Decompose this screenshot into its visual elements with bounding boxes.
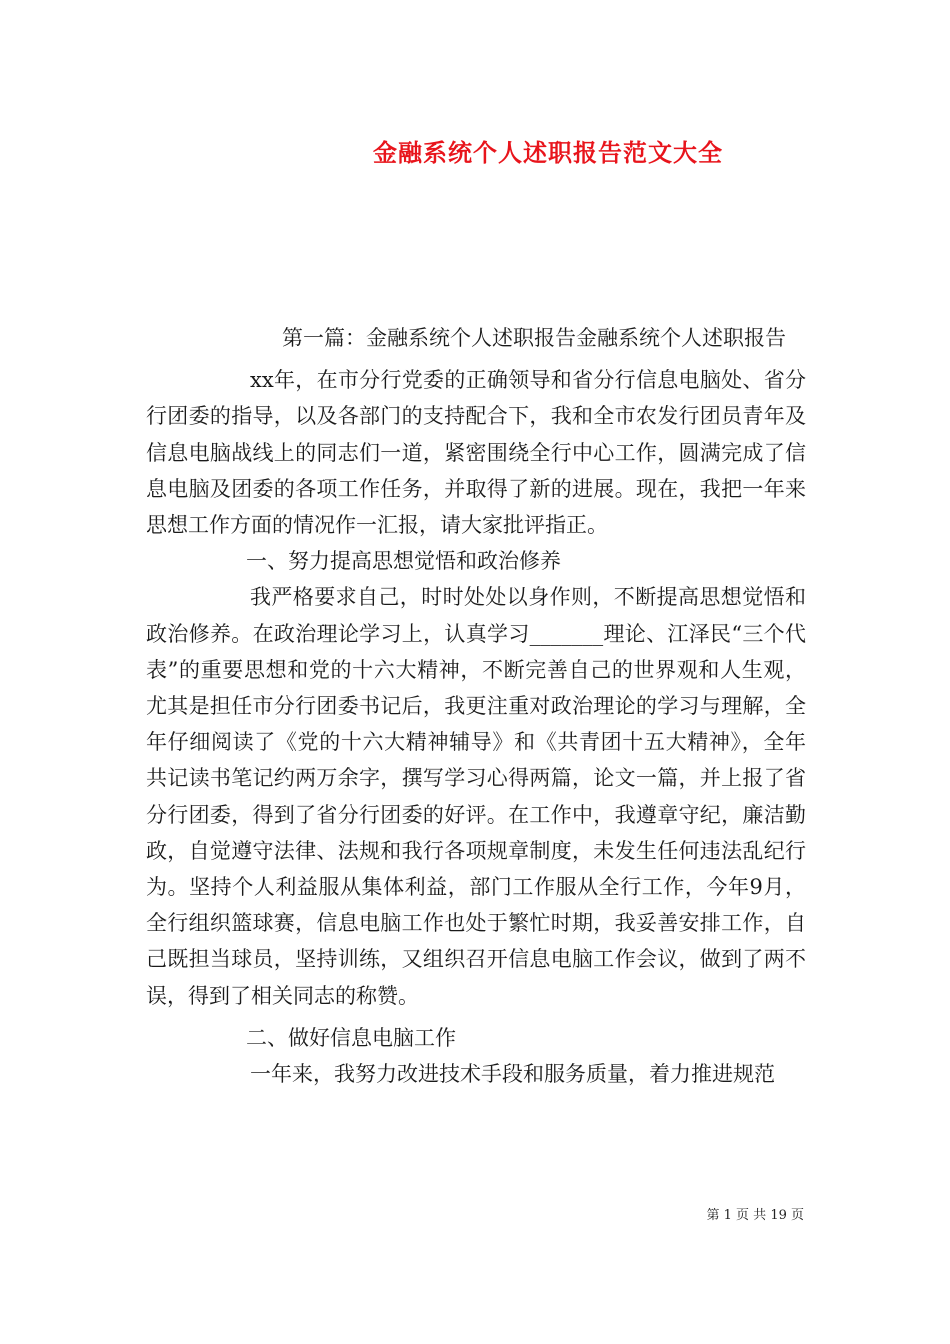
section-heading-2: 二、做好信息电脑工作: [246, 1025, 456, 1050]
paragraph-intro: xx年，在市分行党委的正确领导和省分行信息电脑处、省分行团委的指导，以及各部门的支持配合下，我和全市农发行团员青年及信息电脑战线上的同志们一道，紧密围绕全行中心工作，圆满完成了信息电脑及团委的各项工作任务，并取得了新的进展。现在，我把一年来思想工作方面的情况作一汇报，请大家批评指正。: [146, 368, 806, 538]
paragraph-section-2: 一年来，我努力改进技术手段和服务质量，着力推进规范: [250, 1062, 775, 1087]
paragraph-section-1: 我严格要求自己，时时处处以身作则，不断提高思想觉悟和政治修养。在政治理论学习上，认真学习_______理论、江泽民“三个代表”的重要思想和党的十六大精神，不断完善自己的世界观和人生观，尤其是担任市分行团委书记后，我更注重对政治理论的学习与理解，全年仔细阅读了《党的十六大精神辅导》和《共青团十五大精神》，全年共记读书笔记约两万余字，撰写学习心得两篇，论文一篇，并上报了省分行团委，得到了省分行团委的好评。在工作中，我遵章守纪，廉洁勤政，自觉遵守法律、法规和我行各项规章制度，未发生任何违法乱纪行为。坚持个人利益服从集体利益，部门工作服从全行工作，今年9月，全行组织篮球赛，信息电脑工作也处于繁忙时期，我妥善安排工作，自己既担当球员，坚持训练，又组织召开信息电脑工作会议，做到了两不误，得到了相关同志的称赞。: [146, 585, 806, 1008]
page-number: 第 1 页 共 19 页: [706, 1208, 804, 1223]
document-title: 金融系统个人述职报告范文大全: [373, 138, 723, 167]
section-subtitle: 第一篇：金融系统个人述职报告金融系统个人述职报告: [282, 326, 786, 350]
section-heading-1: 一、努力提高思想觉悟和政治修养: [246, 549, 561, 574]
document-body: [146, 320, 806, 1092]
